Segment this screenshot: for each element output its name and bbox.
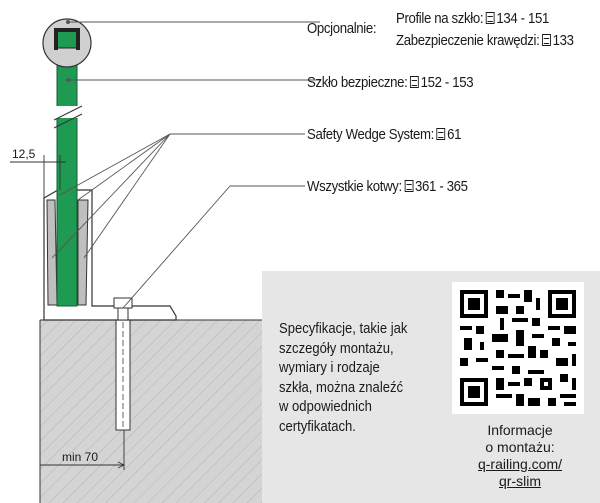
qr-caption-line1: Informacje [487, 422, 553, 438]
anchors-label: Wszystkie kotwy: 361 - 365 [307, 178, 468, 195]
dimension-anchor-depth-label: min 70 [62, 450, 99, 464]
concrete-slab [40, 320, 262, 503]
document-icon [486, 12, 495, 24]
wedge-system-label: Safety Wedge System: 61 [307, 126, 462, 143]
qr-caption [440, 422, 600, 490]
profiles-label: Profile na szkło: 134 - 151 [396, 10, 550, 27]
safety-glass-label: Szkło bezpieczne: 152 - 153 [307, 74, 474, 91]
document-icon [437, 128, 446, 140]
qr-link-line2[interactable]: qr-slim [499, 473, 541, 489]
qr-link-line1[interactable]: q-railing.com/ [477, 456, 563, 472]
specification-note: Specyfikacje, takie jak szczegóły montażu, wymiary i rodzaje szkła, można znaleźć w odpowiednich certyfikatach. [279, 321, 408, 435]
qr-code-icon[interactable] [452, 282, 584, 414]
qr-caption-line2: o montażu: [485, 439, 555, 455]
qr-code-graphic [452, 282, 584, 414]
document-icon [404, 180, 413, 192]
document-icon [410, 76, 419, 88]
anchor-hole [116, 320, 130, 430]
top-profile [43, 19, 91, 67]
dimension-top-offset-label: 12,5 [12, 147, 36, 161]
document-icon [542, 34, 551, 46]
edge-protection-label: Zabezpieczenie krawędzi: 133 [396, 32, 574, 49]
optional-title: Opcjonalnie: [307, 20, 377, 37]
